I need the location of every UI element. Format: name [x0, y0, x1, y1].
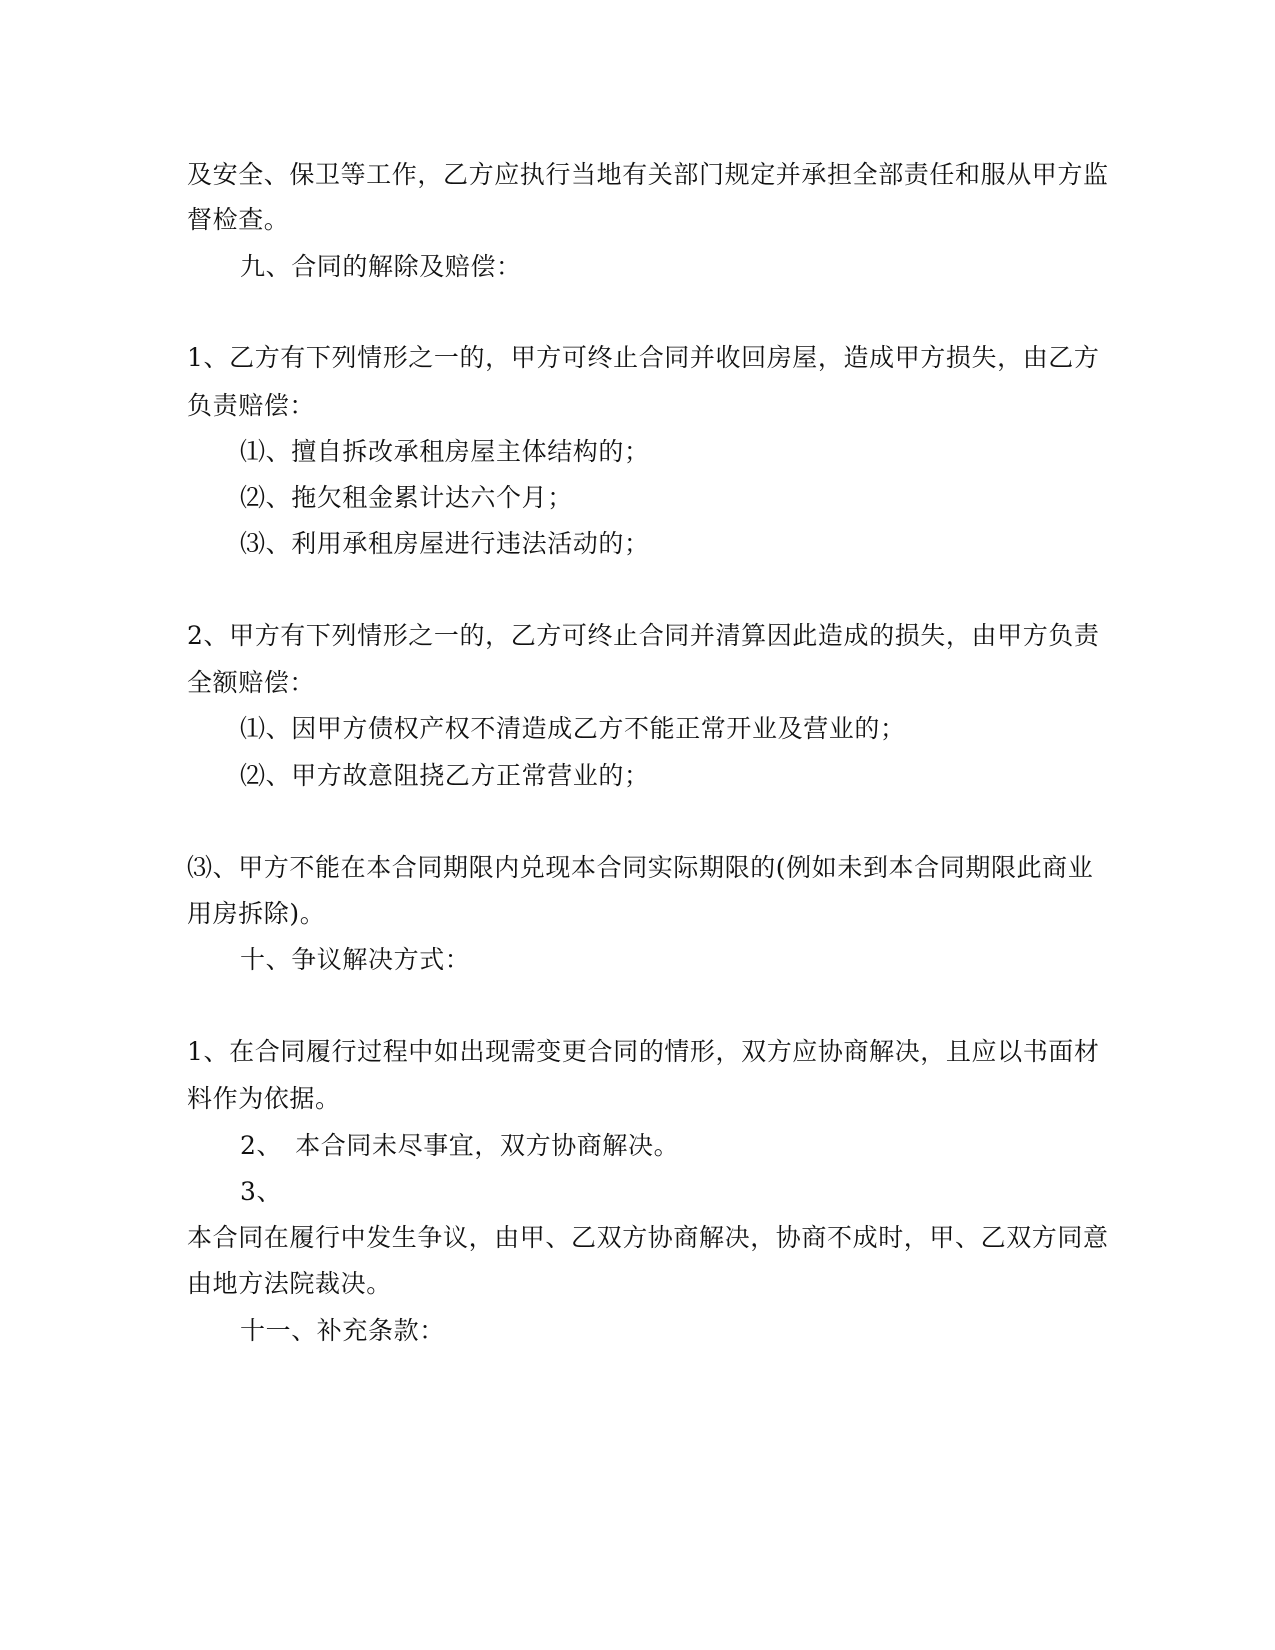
text-line: 料作为依据。 [187, 1084, 341, 1113]
list-item: ⑵、拖欠租金累计达六个月； [240, 483, 573, 512]
text-line: ⑶、甲方不能在本合同期限内兑现本合同实际期限的(例如未到本合同期限此商业 [187, 853, 1094, 882]
list-item: ⑴、擅自拆改承租房屋主体结构的； [240, 437, 650, 466]
text-line: 用房拆除)。 [187, 899, 326, 928]
text-line: 督检查。 [187, 205, 290, 234]
section-heading: 十一、补充条款： [240, 1316, 445, 1345]
list-item: 3、 [240, 1177, 283, 1206]
text-line: 全额赔偿： [187, 668, 316, 697]
text-line: 负责赔偿： [187, 391, 316, 420]
text-line: 1、在合同履行过程中如出现需变更合同的情形，双方应协商解决，且应以书面材 [187, 1037, 1100, 1066]
list-item: ⑵、甲方故意阻挠乙方正常营业的； [240, 761, 650, 790]
section-heading: 九、合同的解除及赔偿： [240, 252, 522, 281]
section-heading: 十、争议解决方式： [240, 945, 471, 974]
text-line: 及安全、保卫等工作，乙方应执行当地有关部门规定并承担全部责任和服从甲方监 [187, 160, 1109, 189]
list-item: ⑶、利用承租房屋进行违法活动的； [240, 529, 650, 558]
text-line: 2、甲方有下列情形之一的，乙方可终止合同并清算因此造成的损失，由甲方负责 [187, 621, 1100, 650]
list-item: 2、 本合同未尽事宜，双方协商解决。 [240, 1131, 680, 1160]
text-line: 由地方法院裁决。 [187, 1269, 392, 1298]
text-line: 1、乙方有下列情形之一的，甲方可终止合同并收回房屋，造成甲方损失，由乙方 [187, 343, 1100, 372]
list-item: ⑴、因甲方债权产权不清造成乙方不能正常开业及营业的； [240, 714, 906, 743]
text-line: 本合同在履行中发生争议，由甲、乙双方协商解决，协商不成时，甲、乙双方同意 [187, 1223, 1109, 1252]
